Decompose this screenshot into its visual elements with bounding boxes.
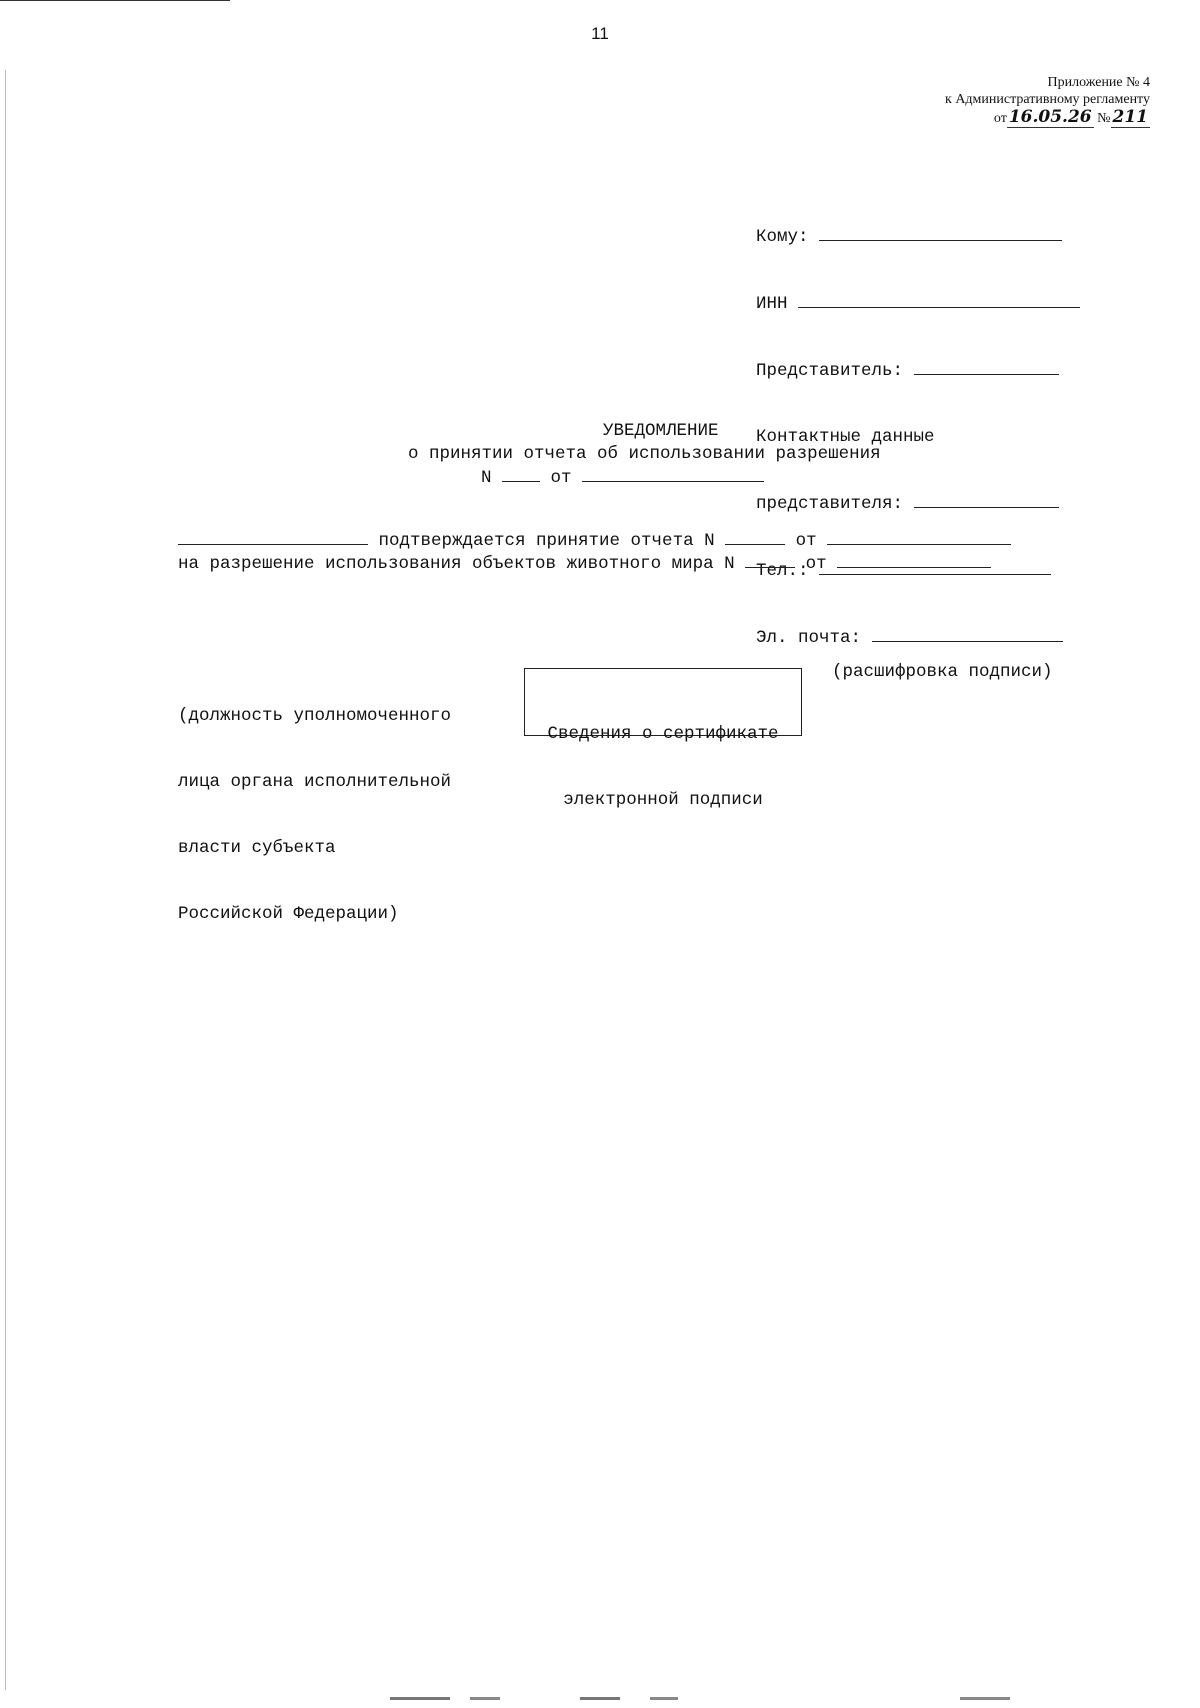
position-line-1: (должность уполномоченного (178, 706, 452, 726)
representative-label: Представитель: (756, 361, 904, 381)
certificate-line-1: Сведения о сертификате (547, 724, 779, 744)
handwritten-number: 211 (1112, 107, 1148, 127)
number-prefix: № (1097, 111, 1111, 126)
contact-label: представителя: (756, 494, 904, 514)
scan-left-edge (5, 70, 6, 1690)
page-number: 11 (591, 24, 609, 43)
representative-field (914, 359, 1059, 375)
official-position (178, 661, 451, 947)
body-line-2 (178, 552, 991, 575)
recipient-email-row (756, 626, 1080, 649)
report-number-field (725, 529, 785, 545)
appendix-date-line (945, 109, 1150, 127)
permit-number-field (745, 552, 795, 568)
signature-decoding: (расшифровка подписи) (832, 662, 1053, 682)
certificate-stamp-box (524, 668, 802, 810)
body-line-1-from: от (795, 531, 817, 551)
appendix-line-2: к Административному регламенту (945, 92, 1150, 107)
appendix-line-1: Приложение № 4 (1047, 75, 1150, 90)
recipient-contact-row (756, 492, 1080, 515)
title-number-field (502, 466, 540, 482)
body-line-2-text: на разрешение использования объектов животного мира N (178, 554, 735, 574)
recipient-inn-row (756, 292, 1080, 315)
scan-artifacts (0, 1695, 1200, 1703)
contact-label-row: Контактные данные (756, 427, 935, 447)
title-from-label: от (550, 468, 572, 488)
certificate-line-2: электронной подписи (563, 790, 763, 810)
recipient-to-row (756, 225, 1080, 248)
email-label: Эл. почта: (756, 628, 862, 648)
inn-field (798, 292, 1080, 308)
email-field (872, 626, 1063, 642)
position-line-3: власти субъекта (178, 838, 336, 858)
phone-label: Тел.: (756, 561, 809, 581)
report-date-field (827, 529, 1011, 545)
permit-date-field (837, 552, 991, 568)
to-label: Кому: (756, 227, 809, 247)
document-title: УВЕДОМЛЕНИЕ (603, 421, 719, 441)
inn-label: ИНН (756, 294, 788, 314)
certificate-info (527, 679, 799, 855)
contact-field (914, 492, 1059, 508)
title-number-label: N (481, 468, 492, 488)
position-line-4: Российской Федерации) (178, 904, 399, 924)
title-number-row (481, 466, 764, 489)
body-subject-field (178, 529, 368, 545)
recipient-block (756, 181, 1080, 671)
position-line-2: лица органа исполнительной (178, 772, 452, 792)
document-subtitle: о принятии отчета об использовании разрешения (408, 444, 881, 464)
to-field (819, 225, 1062, 241)
title-date-field (582, 466, 764, 482)
handwritten-date: 16.05.26 (1008, 107, 1092, 127)
recipient-representative-row (756, 359, 1080, 382)
scan-bottom-edge (0, 1690, 1200, 1698)
body-line-2-from: от (805, 554, 827, 574)
date-prefix: от (993, 111, 1007, 126)
top-edge-line (0, 0, 230, 1)
body-line-1-text: подтверждается принятие отчета N (378, 531, 715, 551)
appendix-block (945, 74, 1150, 127)
body-line-1 (178, 529, 1011, 552)
